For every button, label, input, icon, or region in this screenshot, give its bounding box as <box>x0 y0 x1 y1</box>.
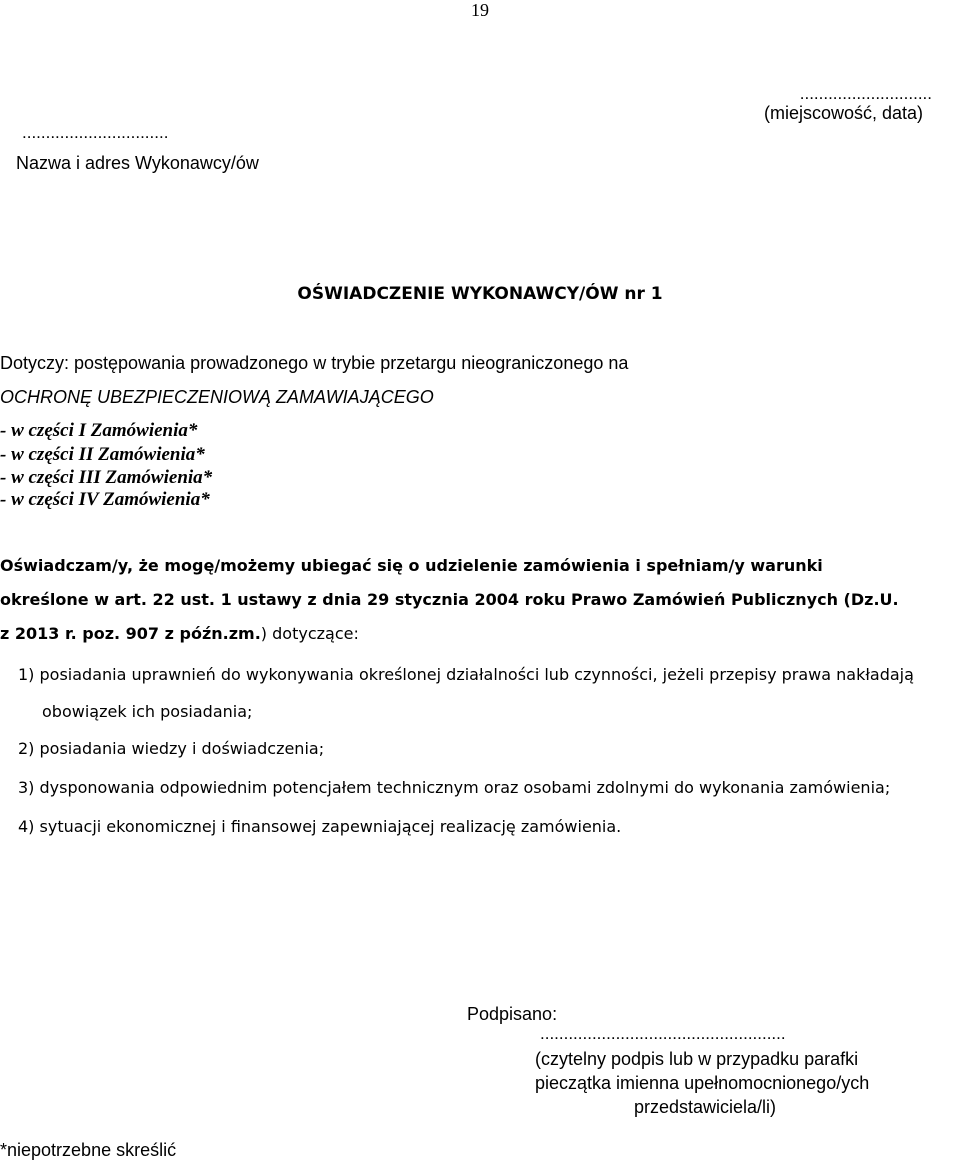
contractor-label: Nazwa i adres Wykonawcy/ów <box>16 153 259 173</box>
subject-name: OCHRONĘ UBEZPIECZENIOWĄ ZAMAWIAJĄCEGO <box>0 387 434 407</box>
condition-item: 3) dysponowania odpowiednim potencjałem technicznym oraz osobami zdolnymi do wykonania zamówienia; <box>18 778 891 797</box>
condition-item: 2) posiadania wiedzy i doświadczenia; <box>18 739 325 758</box>
signature-label: Podpisano: <box>467 1004 558 1024</box>
declaration-suffix: ) dotyczące: <box>260 624 359 643</box>
condition-item: 1) posiadania uprawnień do wykonywania określonej działalności lub czynności, jeżeli przepisy prawa nakładają <box>18 665 914 684</box>
contractor-dots: ............................... <box>22 123 169 142</box>
part-line: - w części I Zamówienia* <box>0 420 198 441</box>
place-date-label: (miejscowość, data) <box>764 103 924 123</box>
condition-item-continuation: obowiązek ich posiadania; <box>42 702 253 721</box>
declaration-line: określone w art. 22 ust. 1 ustawy z dnia 29 stycznia 2004 roku Prawo Zamówień Publicznych (Dz.U. <box>0 590 899 609</box>
footnote: *niepotrzebne skreślić <box>0 1140 177 1160</box>
declaration-line <box>0 624 359 643</box>
document-title: OŚWIADCZENIE WYKONAWCY/ÓW nr 1 <box>297 284 663 304</box>
part-line: - w części III Zamówienia* <box>0 467 213 488</box>
declaration-citation: z 2013 r. poz. 907 z późn.zm. <box>0 624 261 643</box>
part-line: - w części II Zamówienia* <box>0 444 205 465</box>
page-number: 19 <box>471 0 489 20</box>
signature-dots: .................................................... <box>540 1024 786 1043</box>
condition-item: 4) sytuacji ekonomicznej i finansowej zapewniającej realizację zamówienia. <box>18 817 622 836</box>
subject-intro: Dotyczy: postępowania prowadzonego w trybie przetargu nieograniczonego na <box>0 353 629 373</box>
signature-caption: pieczątka imienna upełnomocnionego/ych <box>535 1073 870 1093</box>
declaration-line: Oświadczam/y, że mogę/możemy ubiegać się o udzielenie zamówienia i spełniam/y warunki <box>0 556 823 575</box>
place-date-dots: ............................ <box>799 84 932 103</box>
signature-caption: (czytelny podpis lub w przypadku parafki <box>535 1049 859 1069</box>
part-line: - w części IV Zamówienia* <box>0 489 210 510</box>
signature-caption: przedstawiciela/li) <box>634 1097 777 1117</box>
